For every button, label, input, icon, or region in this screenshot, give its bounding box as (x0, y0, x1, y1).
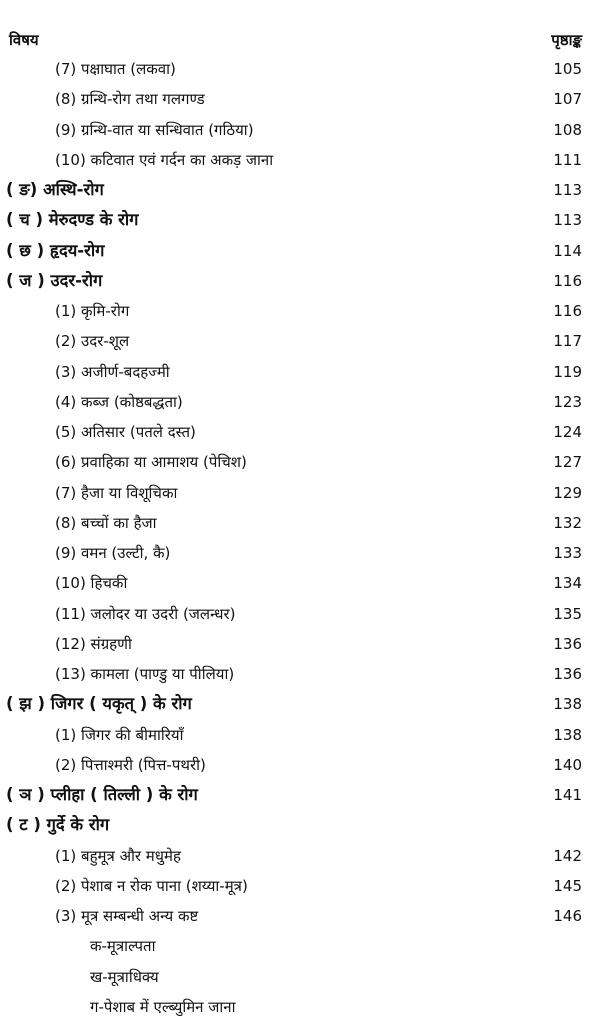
toc-entry-title: ( छ ) हृदय-रोग (6, 241, 105, 260)
toc-section-row (0, 690, 600, 718)
toc-item-row (0, 600, 600, 628)
toc-entry-title: (10) कटिवात एवं गर्दन का अकड़ जाना (55, 151, 274, 169)
toc-page-number: 116 (553, 272, 582, 290)
toc-page-number: 141 (553, 786, 582, 804)
toc-entry-title: (1) बहुमूत्र और मधुमेह (55, 847, 181, 865)
toc-page-number: 127 (553, 453, 582, 471)
toc-item-row (0, 418, 600, 446)
toc-page-number: 134 (553, 574, 582, 592)
toc-page-number: 113 (553, 211, 582, 229)
subject-heading: विषय (9, 31, 39, 49)
toc-item-row (0, 721, 600, 749)
toc-item-row (0, 842, 600, 870)
toc-page-number: 142 (553, 847, 582, 865)
toc-page-number: 113 (553, 181, 582, 199)
toc-entry-title: ( ङ) अस्थि-रोग (6, 180, 104, 199)
toc-entry-title: ग-पेशाब में एल्ब्युमिन जाना (90, 998, 236, 1016)
toc-page-number: 136 (553, 635, 582, 653)
toc-item-row (0, 116, 600, 144)
toc-page-number: 119 (553, 363, 582, 381)
toc-entry-title: (3) मूत्र सम्बन्धी अन्य कष्ट (55, 907, 199, 925)
toc-section-row (0, 781, 600, 809)
toc-entry-title: (4) कब्ज (कोष्ठबद्धता) (55, 393, 183, 411)
toc-item-row (0, 569, 600, 597)
page-number-heading: पृष्ठाङ्क (551, 31, 582, 49)
toc-subitem-row (0, 932, 600, 960)
toc-item-row (0, 902, 600, 930)
toc-entry-title: ( ज ) उदर-रोग (6, 271, 103, 290)
toc-page-number: 107 (553, 90, 582, 108)
toc-entry-title: (9) ग्रन्थि-वात या सन्धिवात (गठिया) (55, 121, 254, 139)
toc-entry-title: (3) अजीर्ण-बदहज्मी (55, 363, 170, 381)
toc-item-row (0, 146, 600, 174)
toc-item-row (0, 539, 600, 567)
toc-page-number: 133 (553, 544, 582, 562)
toc-item-row (0, 85, 600, 113)
toc-page-number: 105 (553, 60, 582, 78)
toc-page-number: 146 (553, 907, 582, 925)
toc-page-number: 145 (553, 877, 582, 895)
toc-page-number: 138 (553, 726, 582, 744)
toc-page-number: 132 (553, 514, 582, 532)
toc-item-row (0, 479, 600, 507)
toc-entry-title: (10) हिचकी (55, 574, 128, 592)
toc-page-number: 117 (553, 332, 582, 350)
toc-entry-title: (7) हैजा या विशूचिका (55, 484, 178, 502)
toc-page-number: 129 (553, 484, 582, 502)
toc-entry-title: (1) जिगर की बीमारियाँ (55, 726, 184, 744)
toc-entry-title: (2) उदर-शूल (55, 332, 130, 350)
toc-page-number: 140 (553, 756, 582, 774)
toc-subitem-row (0, 963, 600, 991)
toc-entry-title: (8) ग्रन्थि-रोग तथा गलगण्ड (55, 90, 205, 108)
toc-item-row (0, 660, 600, 688)
toc-page-number: 108 (553, 121, 582, 139)
toc-page-number: 138 (553, 695, 582, 713)
toc-entry-title: (13) कामला (पाण्डु या पीलिया) (55, 665, 235, 683)
toc-section-row (0, 267, 600, 295)
toc-item-row (0, 751, 600, 779)
toc-item-row (0, 327, 600, 355)
toc-item-row (0, 388, 600, 416)
toc-page-number: 116 (553, 302, 582, 320)
toc-entry-title: (12) संग्रहणी (55, 635, 132, 653)
toc-entry-title: क-मूत्राल्पता (90, 937, 156, 955)
toc-entry-title: (2) पित्ताश्मरी (पित्त-पथरी) (55, 756, 206, 774)
toc-entry-title: (6) प्रवाहिका या आमाशय (पेचिश) (55, 453, 247, 471)
toc-item-row (0, 448, 600, 476)
toc-page-number: 114 (553, 242, 582, 260)
toc-entry-title: (5) अतिसार (पतले दस्त) (55, 423, 196, 441)
toc-entry-title: (1) कृमि-रोग (55, 302, 130, 320)
toc-section-row (0, 237, 600, 265)
toc-entry-title: ( झ ) जिगर ( यकृत् ) के रोग (6, 694, 192, 713)
toc-page-number: 124 (553, 423, 582, 441)
toc-entry-title: ( च ) मेरुदण्ड के रोग (6, 210, 139, 229)
toc-subitem-row (0, 993, 600, 1021)
toc-item-row (0, 509, 600, 537)
toc-section-row (0, 176, 600, 204)
toc-entry-title: ( ट ) गुर्दे के रोग (6, 815, 110, 834)
toc-page-number: 123 (553, 393, 582, 411)
toc-item-row (0, 297, 600, 325)
toc-entry-title: (9) वमन (उल्टी, कै) (55, 544, 171, 562)
toc-entry-title: (7) पक्षाघात (लकवा) (55, 60, 176, 78)
toc-page-number: 136 (553, 665, 582, 683)
toc-entry-title: (2) पेशाब न रोक पाना (शय्या-मूत्र) (55, 877, 248, 895)
toc-entry-title: (11) जलोदर या उदरी (जलन्धर) (55, 605, 236, 623)
toc-entry-title: ( ञ ) प्लीहा ( तिल्ली ) के रोग (6, 785, 198, 804)
toc-section-row (0, 206, 600, 234)
toc-section-row (0, 811, 600, 839)
toc-item-row (0, 872, 600, 900)
toc-item-row (0, 630, 600, 658)
toc-entry-title: ख-मूत्राधिक्य (90, 968, 159, 986)
toc-item-row (0, 55, 600, 83)
toc-entry-title: (8) बच्चों का हैजा (55, 514, 157, 532)
toc-page-number: 111 (553, 151, 582, 169)
toc-item-row (0, 358, 600, 386)
toc-page-number: 135 (553, 605, 582, 623)
toc-header (0, 26, 600, 54)
